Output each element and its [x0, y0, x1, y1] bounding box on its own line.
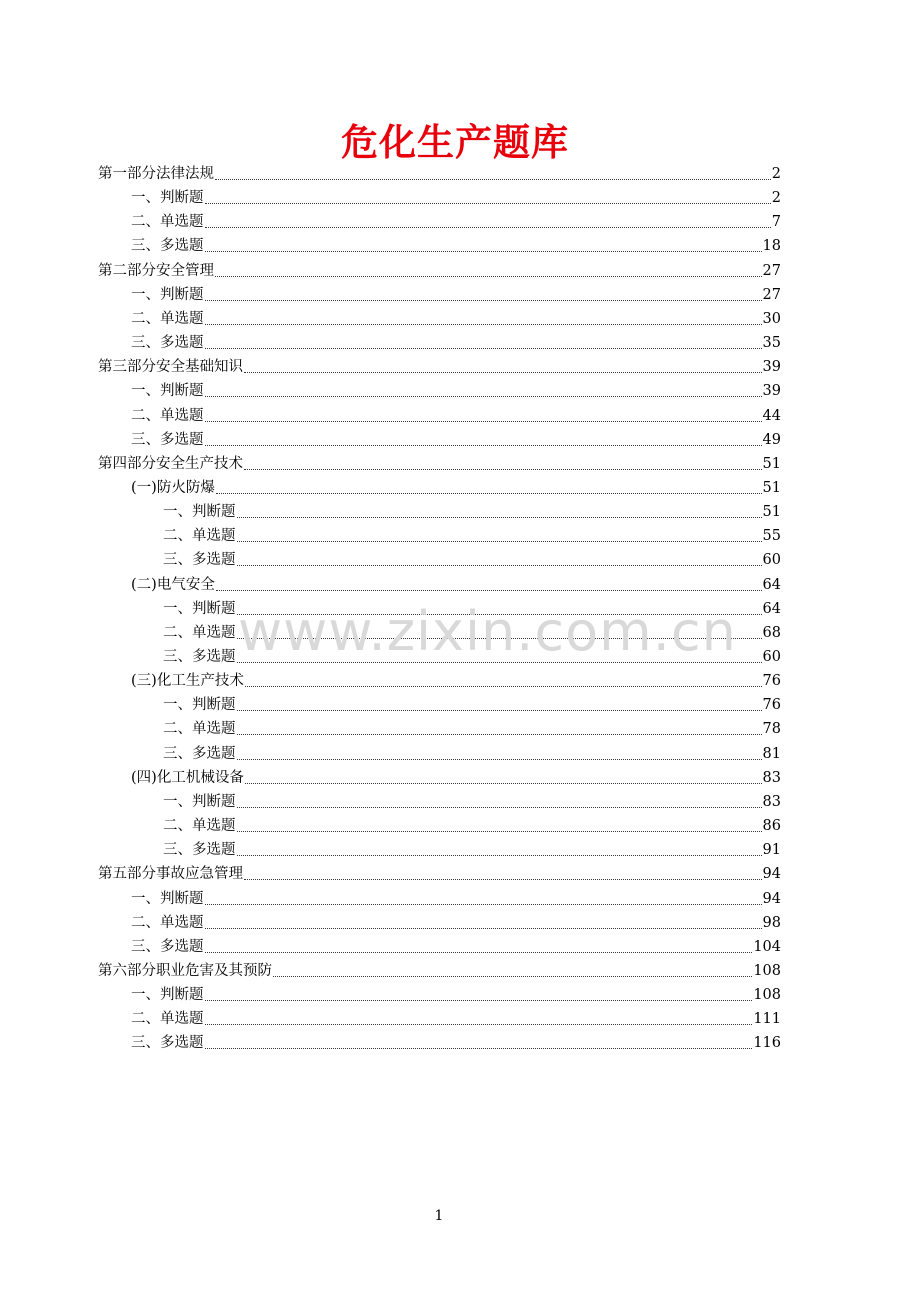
toc-entry-page: 51: [762, 479, 781, 496]
toc-entry-label: (二)电气安全: [131, 576, 215, 593]
toc-leader-dots: [215, 276, 762, 277]
toc-entry-label: (一)防火防爆: [131, 479, 215, 496]
toc-entry[interactable]: [163, 595, 781, 619]
toc-entry[interactable]: [163, 715, 781, 739]
toc-leader-dots: [205, 324, 762, 325]
toc-entry-label: 一、判断题: [163, 504, 236, 521]
toc-entry-page: 91: [762, 842, 781, 859]
toc-entry-page: 30: [762, 310, 781, 327]
toc-entry[interactable]: [98, 160, 781, 184]
toc-entry-label: 一、判断题: [131, 383, 204, 400]
toc-entry-page: 51: [762, 504, 781, 521]
toc-leader-dots: [237, 710, 762, 711]
document-title: 危化生产题库: [341, 121, 569, 164]
toc-entry-label: 三、多选题: [131, 938, 204, 955]
page-number: 1: [434, 1208, 444, 1224]
toc-leader-dots: [205, 227, 771, 228]
toc-entry[interactable]: [163, 812, 781, 836]
toc-entry-label: 二、单选题: [131, 914, 204, 931]
toc-entry-page: 94: [762, 890, 781, 907]
toc-entry-label: 二、单选题: [131, 214, 204, 231]
toc-entry-page: 7: [771, 214, 781, 231]
toc-entry-label: 二、单选题: [163, 818, 236, 835]
toc-entry-page: 81: [762, 745, 781, 762]
toc-leader-dots: [205, 445, 762, 446]
toc-leader-dots: [237, 541, 762, 542]
toc-entry-label: 第四部分安全生产技术: [98, 455, 243, 472]
toc-entry-label: 三、多选题: [131, 431, 204, 448]
toc-entry-page: 60: [762, 552, 781, 569]
toc-entry[interactable]: [163, 498, 781, 522]
toc-entry[interactable]: [131, 377, 781, 401]
toc-entry[interactable]: [98, 257, 781, 281]
toc-entry[interactable]: [131, 184, 781, 208]
toc-leader-dots: [245, 783, 762, 784]
toc-leader-dots: [273, 976, 752, 977]
toc-entry-label: 一、判断题: [131, 987, 204, 1004]
toc-entry-page: 76: [762, 673, 781, 690]
toc-entry-page: 83: [762, 769, 781, 786]
toc-entry-page: 60: [762, 649, 781, 665]
toc-entry-page: 27: [762, 286, 781, 303]
toc-entry-page: 27: [762, 262, 781, 279]
toc-leader-dots: [205, 251, 762, 252]
toc-entry[interactable]: [131, 1005, 781, 1029]
toc-entry[interactable]: [131, 933, 781, 957]
toc-entry[interactable]: [131, 281, 781, 305]
toc-entry-label: 一、判断题: [163, 793, 236, 810]
toc-entry[interactable]: [131, 885, 781, 909]
toc-entry-page: 94: [762, 866, 781, 883]
toc-leader-dots: [237, 734, 762, 735]
toc-entry-page: 55: [762, 528, 781, 545]
toc-entry-page: 64: [762, 600, 781, 617]
toc-leader-dots: [237, 517, 762, 518]
toc-entry-label: 第二部分安全管理: [98, 262, 214, 279]
toc-entry-label: (三)化工生产技术: [131, 673, 244, 690]
toc-entry-label: (四)化工机械设备: [131, 769, 244, 786]
toc-entry-label: 第五部分事故应急管理: [98, 866, 243, 883]
toc-leader-dots: [244, 879, 762, 880]
toc-entry[interactable]: [131, 571, 781, 595]
toc-entry[interactable]: [163, 546, 781, 570]
toc-entry[interactable]: [98, 450, 781, 474]
toc-entry-page: 83: [762, 793, 781, 810]
toc-leader-dots: [237, 565, 762, 566]
toc-entry-label: 三、多选题: [131, 335, 204, 352]
toc-entry-page: 111: [753, 1011, 781, 1028]
toc-leader-dots: [215, 179, 771, 180]
toc-entry-label: 三、多选题: [131, 238, 204, 255]
toc-leader-dots: [205, 952, 753, 953]
toc-entry-label: 三、多选题: [131, 1035, 204, 1052]
toc-entry-label: 一、判断题: [163, 600, 236, 617]
toc-leader-dots: [237, 662, 762, 663]
toc-entry[interactable]: [98, 353, 781, 377]
toc-entry-page: 104: [753, 938, 781, 955]
toc-entry-page: 49: [762, 431, 781, 448]
toc-leader-dots: [237, 614, 762, 615]
toc-entry[interactable]: [131, 1029, 781, 1053]
toc-entry-page: 68: [762, 624, 781, 641]
toc-entry[interactable]: [131, 667, 781, 691]
toc-entry-label: 二、单选题: [163, 624, 236, 641]
toc-leader-dots: [205, 203, 771, 204]
toc-leader-dots: [245, 686, 762, 687]
toc-entry-label: 二、单选题: [131, 407, 204, 424]
toc-entry[interactable]: [131, 426, 781, 450]
toc-leader-dots: [205, 904, 762, 905]
toc-entry[interactable]: [131, 909, 781, 933]
toc-leader-dots: [205, 348, 762, 349]
toc-entry-page: 39: [762, 359, 781, 376]
toc-entry-page: 78: [762, 721, 781, 738]
toc-entry[interactable]: [131, 208, 781, 232]
toc-entry-label: 二、单选题: [163, 528, 236, 545]
toc-entry-page: 64: [762, 576, 781, 593]
toc-entry[interactable]: [131, 764, 781, 788]
toc-leader-dots: [205, 1000, 753, 1001]
toc-entry-page: 2: [771, 190, 781, 207]
toc-entry-page: 108: [753, 962, 781, 979]
toc-entry-label: 三、多选题: [163, 552, 236, 569]
toc-entry-page: 116: [753, 1035, 781, 1052]
toc-leader-dots: [237, 807, 762, 808]
toc-leader-dots: [205, 396, 762, 397]
toc-entry-page: 51: [762, 455, 781, 472]
toc-leader-dots: [216, 590, 762, 591]
toc-entry-page: 35: [762, 335, 781, 352]
toc-entry[interactable]: [131, 232, 781, 256]
toc-entry-page: 2: [771, 166, 781, 182]
toc-entry-label: 一、判断题: [131, 190, 204, 207]
toc-entry[interactable]: [131, 981, 781, 1005]
watermark: www.zixin.com.cn: [238, 600, 737, 663]
toc-entry[interactable]: [131, 329, 781, 353]
toc-entry[interactable]: [131, 474, 781, 498]
toc-entry-label: 三、多选题: [163, 649, 236, 665]
toc-entry-page: 18: [762, 238, 781, 255]
toc-entry-page: 108: [753, 987, 781, 1004]
toc-entry[interactable]: [163, 788, 781, 812]
toc-leader-dots: [244, 469, 762, 470]
toc-entry-page: 98: [762, 914, 781, 931]
toc-entry-label: 三、多选题: [163, 745, 236, 762]
toc-leader-dots: [205, 300, 762, 301]
toc-entry-label: 二、单选题: [163, 721, 236, 738]
toc-leader-dots: [237, 759, 762, 760]
toc-entry[interactable]: [98, 957, 781, 981]
toc-entry[interactable]: [163, 691, 781, 715]
toc-entry-label: 一、判断题: [131, 890, 204, 907]
toc-entry[interactable]: [163, 740, 781, 764]
toc-entry-page: 86: [762, 818, 781, 835]
toc-entry-label: 第三部分安全基础知识: [98, 359, 243, 376]
toc-entry[interactable]: [163, 643, 781, 667]
toc-entry-label: 一、判断题: [163, 697, 236, 714]
toc-leader-dots: [237, 638, 762, 639]
toc-entry-label: 第一部分法律法规: [98, 166, 214, 182]
toc-entry-label: 三、多选题: [163, 842, 236, 859]
toc-leader-dots: [205, 1048, 753, 1049]
toc-entry-page: 44: [762, 407, 781, 424]
toc-entry[interactable]: [163, 619, 781, 643]
toc-entry-label: 二、单选题: [131, 1011, 204, 1028]
toc-leader-dots: [237, 855, 762, 856]
toc-leader-dots: [205, 928, 762, 929]
toc-entry-label: 一、判断题: [131, 286, 204, 303]
toc-entry[interactable]: [131, 402, 781, 426]
toc-entry[interactable]: [163, 836, 781, 860]
toc-entry-label: 二、单选题: [131, 310, 204, 327]
toc-entry-page: 39: [762, 383, 781, 400]
toc-leader-dots: [205, 421, 762, 422]
toc-leader-dots: [216, 493, 762, 494]
toc-entry[interactable]: [98, 860, 781, 884]
toc-entry[interactable]: [131, 305, 781, 329]
toc-entry-label: 第六部分职业危害及其预防: [98, 962, 272, 979]
toc-entry[interactable]: [163, 522, 781, 546]
toc-leader-dots: [237, 831, 762, 832]
toc-leader-dots: [244, 372, 762, 373]
toc-entry-page: 76: [762, 697, 781, 714]
toc-leader-dots: [205, 1024, 753, 1025]
